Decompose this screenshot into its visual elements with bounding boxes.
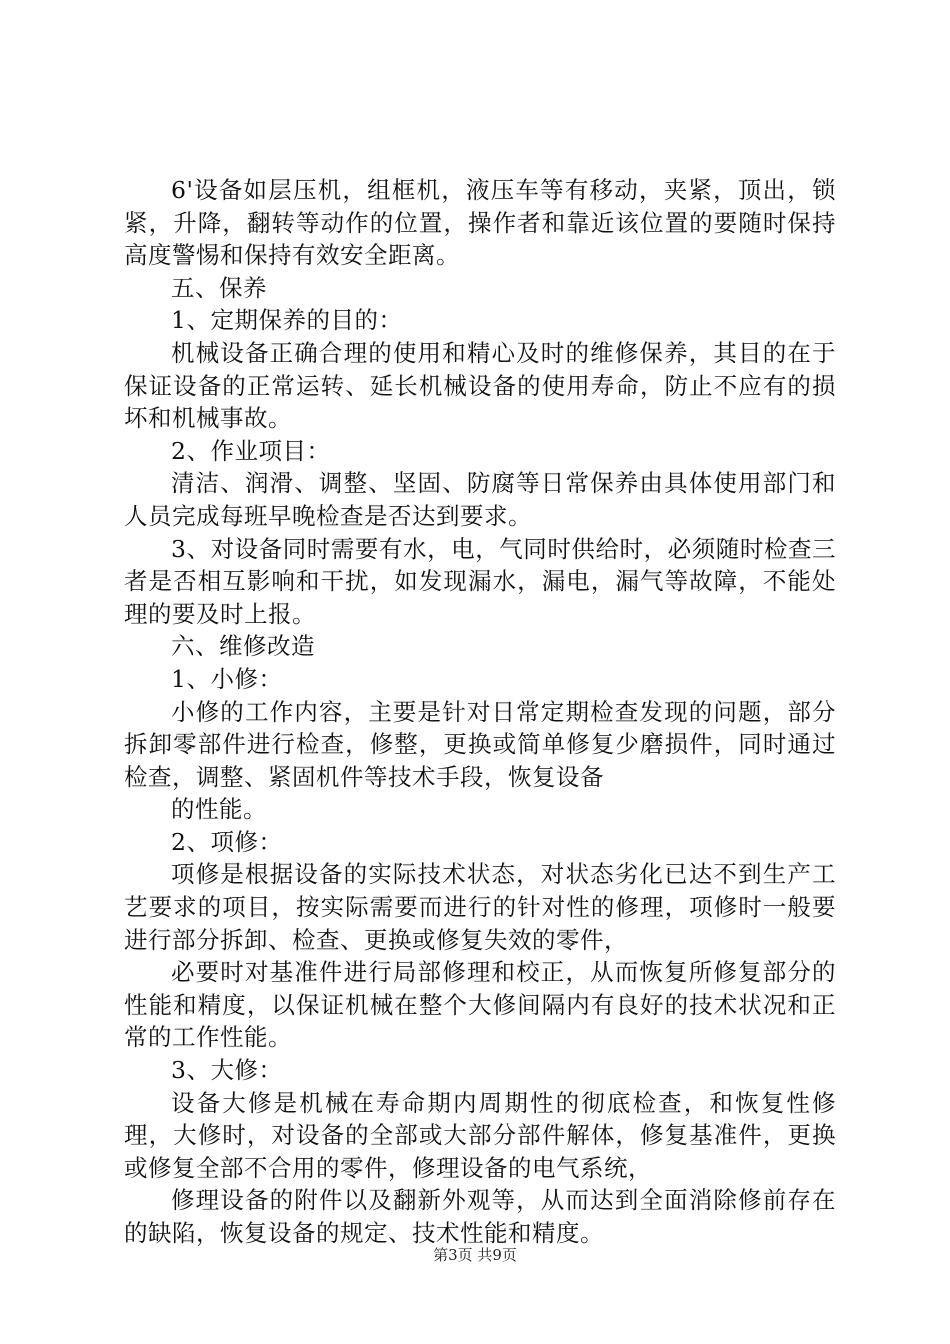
section-heading-maintenance: 五、保养: [171, 273, 267, 302]
paragraph-equipment-safety: 6'设备如层压机，组框机，液压车等有移动，夹紧，顶出，锁紧，升降，翻转等动作的位置，操作者和靠近该位置的要随时保持高度警惕和保持有效安全距离。: [124, 176, 836, 270]
paragraph-item-repair: 项修是根据设备的实际技术状态，对状态劣化已达不到生产工艺要求的项目，按实际需要而进行的针对性的修理，项修时一般要进行部分拆卸、检查、更换或修复失效的零件，: [124, 860, 836, 954]
paragraph-work-items: 清洁、润滑、调整、坚固、防腐等日常保养由具体使用部门和人员完成每班早晚检查是否达到要求。: [124, 469, 836, 530]
subheading-maintenance-purpose: 1、定期保养的目的：: [171, 306, 403, 335]
page-number: 第3页 共9页: [433, 1246, 517, 1264]
subheading-minor-repair: 1、小修：: [171, 664, 283, 693]
section-heading-repair: 六、维修改造: [171, 632, 315, 661]
paragraph-item-repair-cont: 必要时对基准件进行局部修理和校正，从而恢复所修复部分的性能和精度，以保证机械在整个大修间隔内有良好的技术状况和正常的工作性能。: [124, 958, 836, 1052]
paragraph-minor-repair-cont: 的性能。: [171, 795, 267, 824]
subheading-overhaul: 3、大修：: [171, 1056, 283, 1085]
paragraph-utilities-check: 3、对设备同时需要有水，电，气同时供给时，必须随时检查三者是否相互影响和干扰，如发现漏水，漏电，漏气等故障，不能处理的要及时上报。: [124, 534, 836, 628]
document-body: [124, 174, 836, 1250]
paragraph-maintenance-purpose: 机械设备正确合理的使用和精心及时的维修保养，其目的在于保证设备的正常运转、延长机械设备的使用寿命，防止不应有的损坏和机械事故。: [124, 338, 836, 433]
subheading-item-repair: 2、项修：: [171, 827, 283, 856]
paragraph-minor-repair: 小修的工作内容，主要是针对日常定期检查发现的问题，部分拆卸零部件进行检查，修整，更换或简单修复少磨损件，同时通过检查，调整、紧固机件等技术手段，恢复设备: [124, 697, 836, 791]
subheading-work-items: 2、作业项目：: [171, 436, 331, 465]
paragraph-overhaul: 设备大修是机械在寿命期内周期性的彻底检查，和恢复性修理，大修时，对设备的全部或大部分部件解体，修复基准件，更换或修复全部不合用的零件，修理设备的电气系统，: [124, 1088, 836, 1182]
paragraph-overhaul-cont: 修理设备的附件以及翻新外观等，从而达到全面消除修前存在的缺陷，恢复设备的规定、技术性能和精度。: [124, 1186, 836, 1247]
